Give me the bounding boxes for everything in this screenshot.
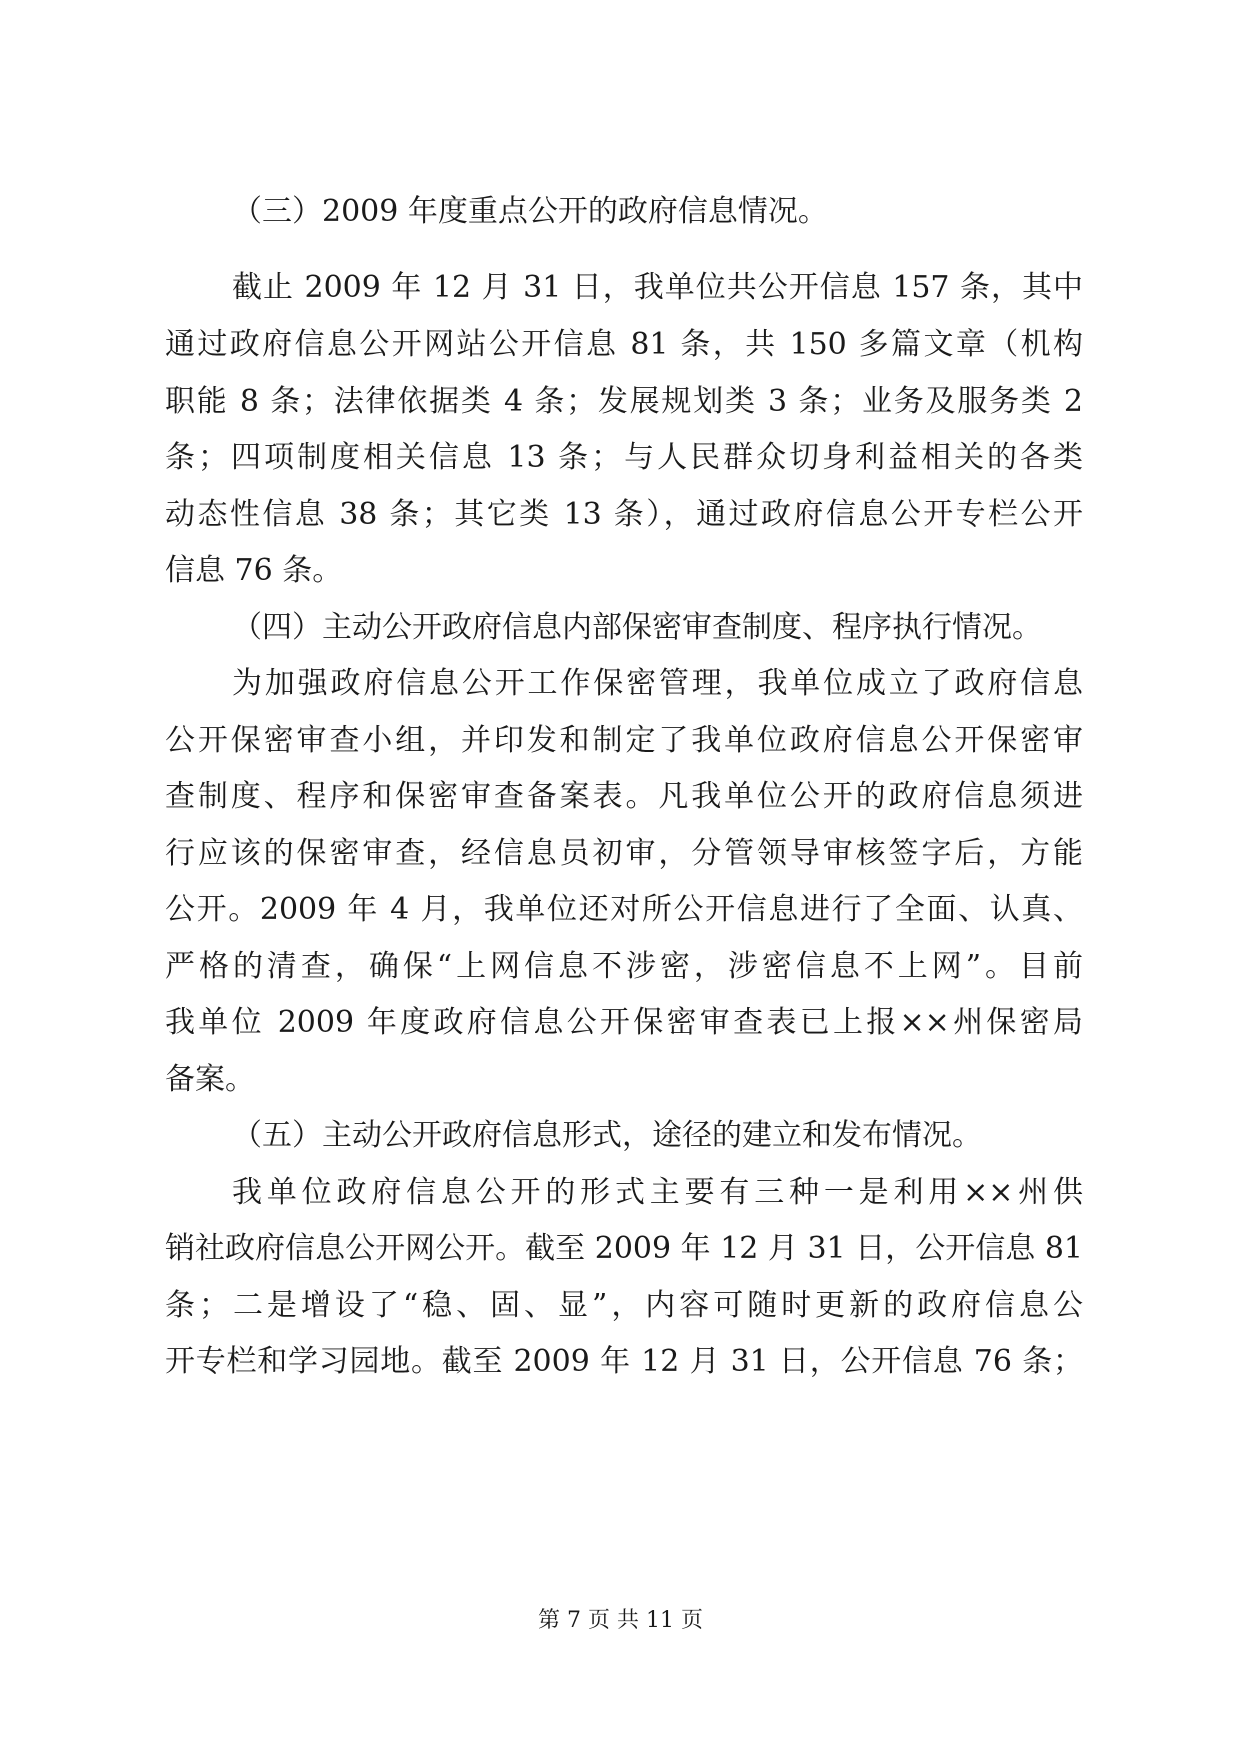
paragraph-line: 备案。	[165, 1062, 255, 1097]
paragraph-line: 条；四项制度相关信息 13 条；与人民群众切身利益相关的各类	[165, 440, 1083, 475]
paragraph-line: 职能 8 条；法律依据类 4 条；发展规划类 3 条；业务及服务类 2	[165, 384, 1083, 419]
paragraph-line: 通过政府信息公开网站公开信息 81 条，共 150 多篇文章（机构	[165, 327, 1083, 362]
paragraph-line: 条；二是增设了“稳、固、显”，内容可随时更新的政府信息公	[165, 1288, 1083, 1323]
paragraph-line: 行应该的保密审查，经信息员初审，分管领导审核签字后，方能	[165, 836, 1083, 871]
paragraph-line: 我单位政府信息公开的形式主要有三种一是利用××州供	[232, 1175, 1083, 1210]
paragraph-line: 我单位 2009 年度政府信息公开保密审查表已上报××州保密局	[165, 1005, 1083, 1040]
page-number-footer: 第 7 页 共 11 页	[538, 1608, 703, 1633]
paragraph-line: 严格的清查，确保“上网信息不涉密，涉密信息不上网”。目前	[165, 949, 1083, 984]
paragraph-line: 公开保密审查小组，并印发和制定了我单位政府信息公开保密审	[165, 723, 1083, 758]
paragraph-line: 截止 2009 年 12 月 31 日，我单位共公开信息 157 条，其中	[232, 270, 1083, 305]
paragraph-line: 公开。2009 年 4 月，我单位还对所公开信息进行了全面、认真、	[165, 892, 1083, 927]
paragraph-line: 为加强政府信息公开工作保密管理，我单位成立了政府信息	[232, 666, 1083, 701]
paragraph-line: 动态性信息 38 条；其它类 13 条），通过政府信息公开专栏公开	[165, 497, 1083, 532]
paragraph-line: 信息 76 条。	[165, 553, 343, 588]
paragraph-line: 销社政府信息公开网公开。截至 2009 年 12 月 31 日，公开信息 81	[165, 1231, 1083, 1266]
paragraph-line: 查制度、程序和保密审查备案表。凡我单位公开的政府信息须进	[165, 779, 1083, 814]
section-heading-4: （四）主动公开政府信息内部保密审查制度、程序执行情况。	[232, 610, 1042, 645]
section-heading-5: （五）主动公开政府信息形式，途径的建立和发布情况。	[232, 1118, 982, 1153]
paragraph-line: 开专栏和学习园地。截至 2009 年 12 月 31 日，公开信息 76 条；	[165, 1344, 1083, 1379]
section-heading-3: （三）2009 年度重点公开的政府信息情况。	[232, 194, 828, 229]
